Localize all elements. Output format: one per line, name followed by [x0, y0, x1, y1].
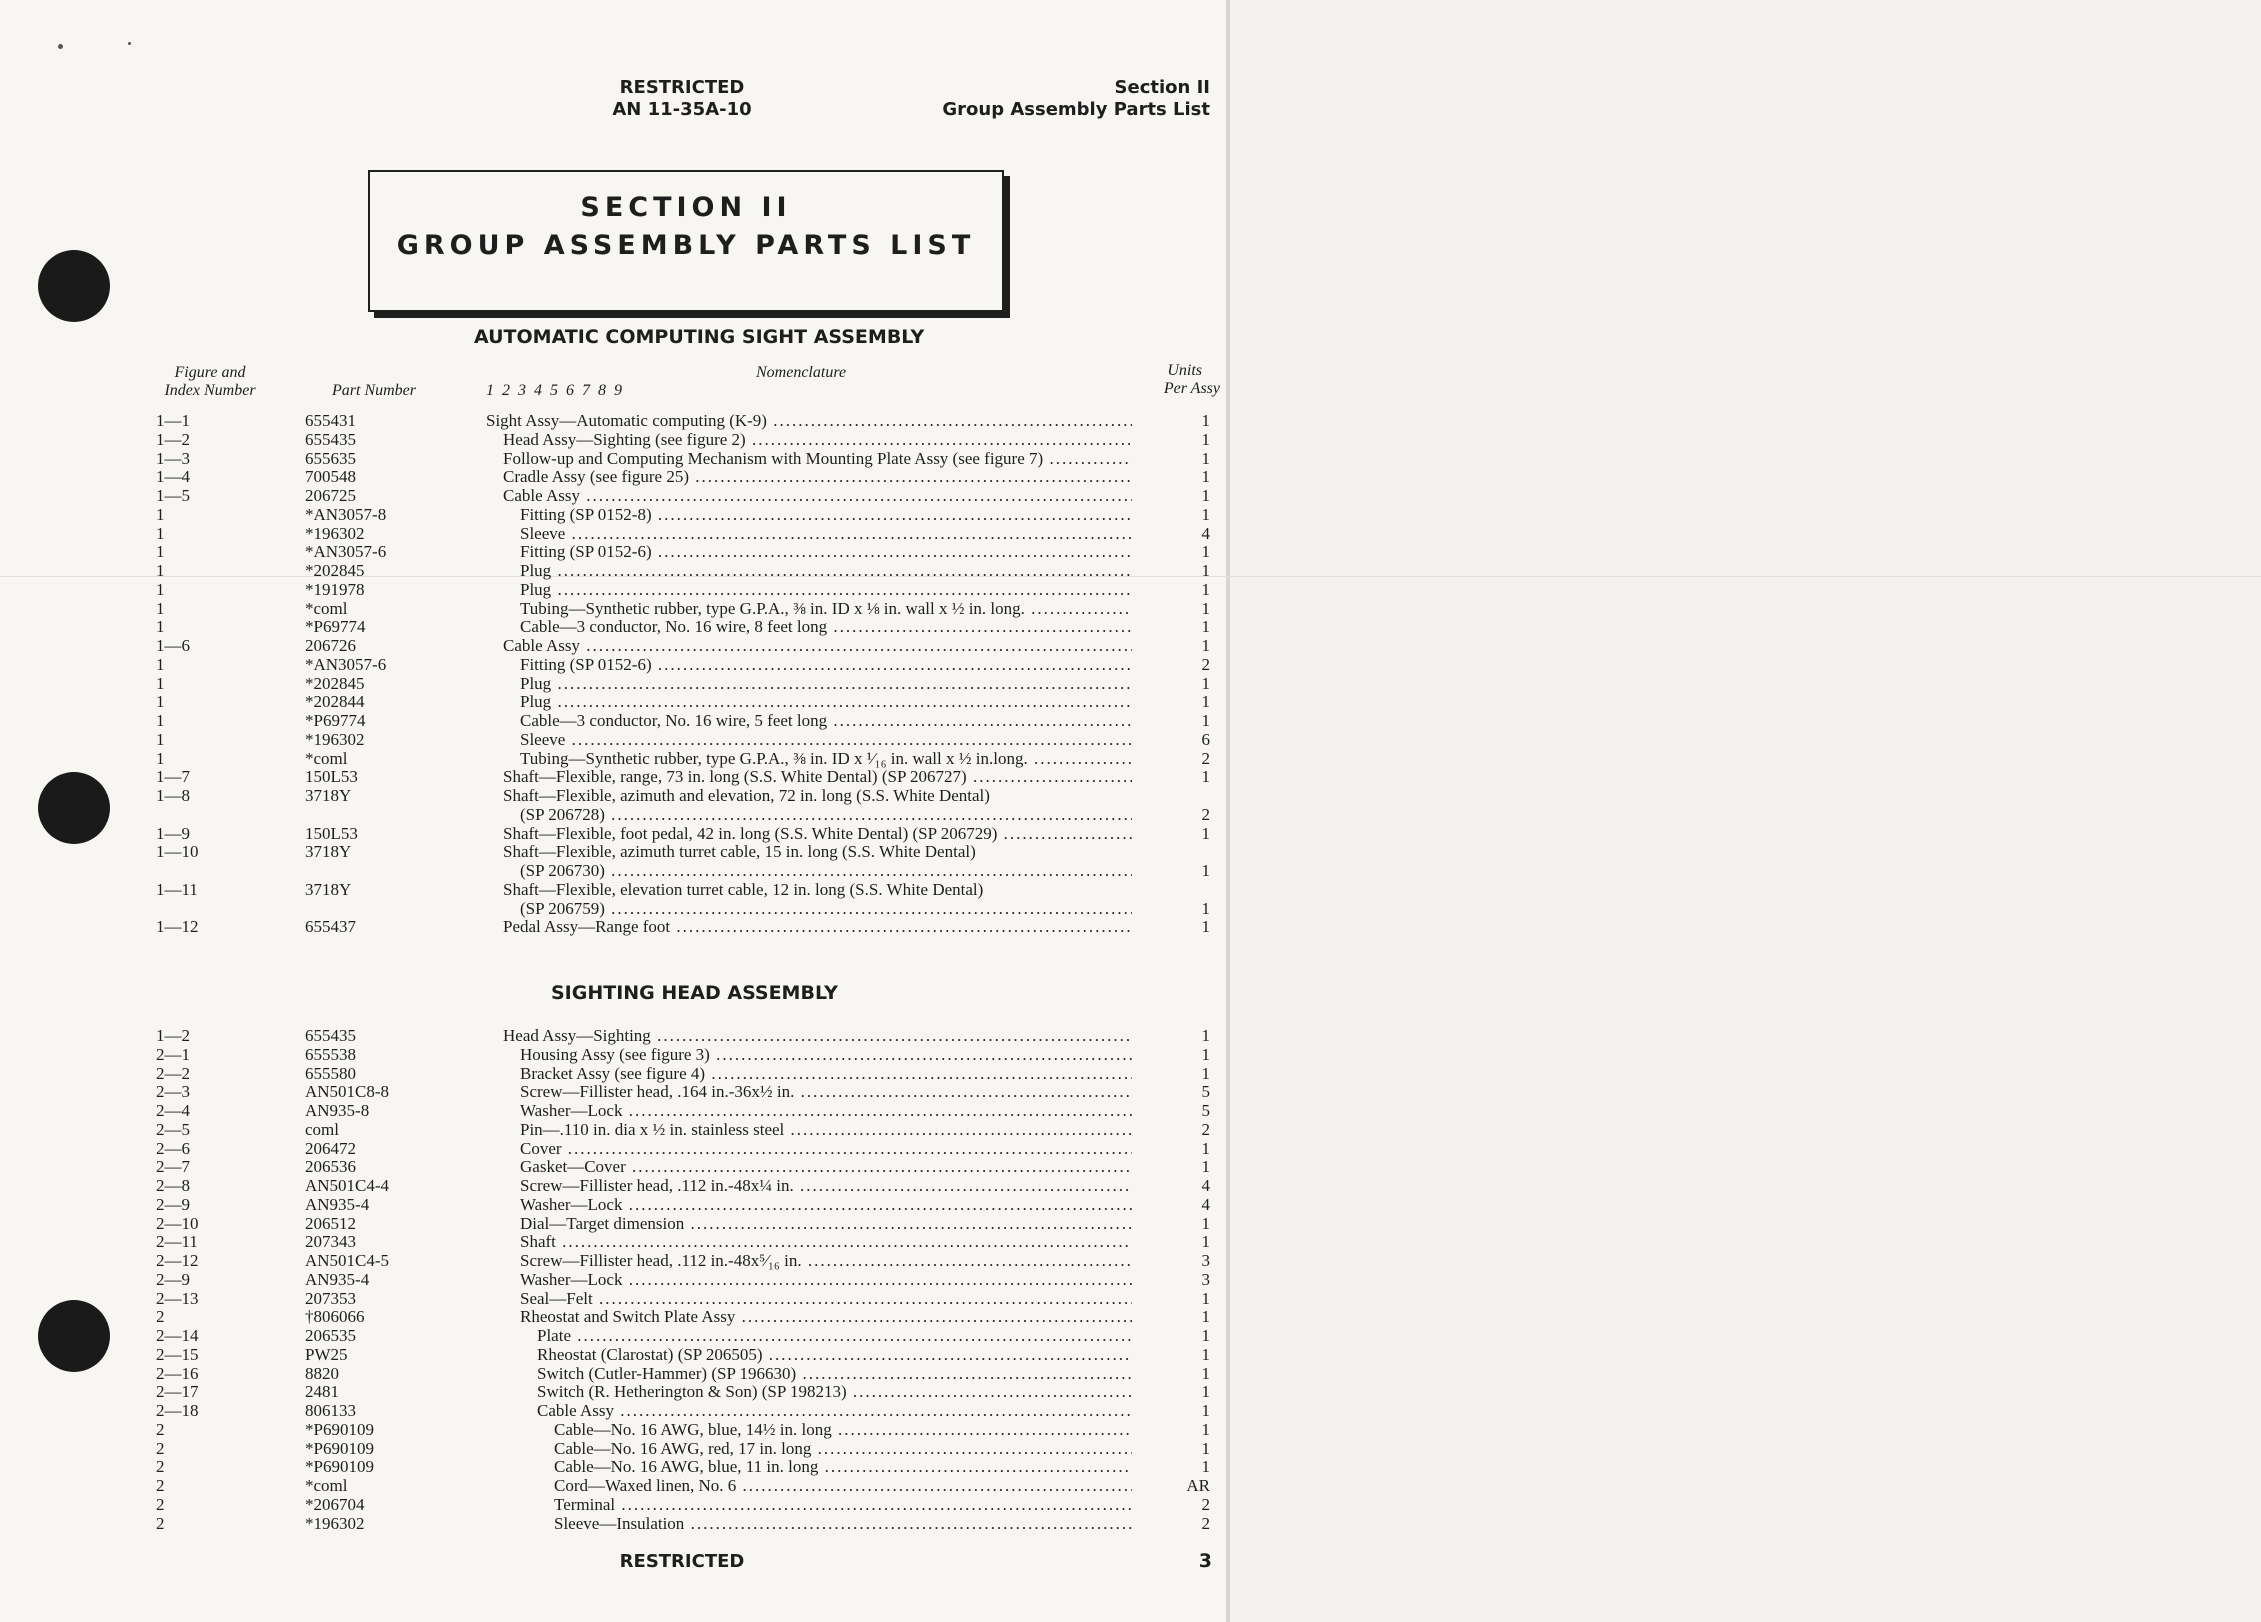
units-cell: 1 — [1201, 467, 1210, 487]
nomenclature-cell: Screw—Fillister head, .112 in.-48x¼ in. ..... — [520, 1176, 1132, 1196]
table-row — [0, 824, 1228, 843]
table-row — [0, 1101, 1228, 1120]
units-cell: 1 — [1201, 1063, 1210, 1083]
part-number-cell: 206512 — [305, 1213, 356, 1233]
units-cell: 1 — [1201, 1138, 1210, 1158]
units-cell: 1 — [1201, 673, 1210, 693]
figure-index-cell: 1 — [156, 654, 165, 674]
units-cell: 1 — [1201, 1044, 1210, 1064]
figure-index-cell: 1—9 — [156, 823, 190, 843]
nomenclature-cell: Gasket—Cover ..... — [520, 1157, 1132, 1177]
units-cell: AR — [1186, 1476, 1210, 1495]
table-row — [0, 805, 1228, 824]
column-header-nomenclature: Nomenclature — [756, 364, 847, 381]
table-row — [0, 617, 1228, 636]
units-cell: 1 — [1201, 1419, 1210, 1439]
nomenclature-cell: Cable Assy ..... — [503, 486, 1132, 506]
table-row — [0, 1326, 1228, 1345]
part-number-cell: *coml — [305, 748, 348, 768]
part-number-cell: 3718Y — [305, 786, 352, 805]
units-cell: 2 — [1201, 654, 1210, 674]
part-number-cell: AN935-8 — [305, 1101, 370, 1120]
nomenclature-cell: Terminal ..... — [554, 1495, 1132, 1515]
part-number-cell: 206535 — [305, 1326, 356, 1345]
figure-index-cell: 1 — [156, 579, 165, 599]
section-number: SECTION II — [580, 192, 792, 223]
nomenclature-cell: Tubing—Synthetic rubber, type G.P.A., ⅜ in. ID x ¹⁄₁₆ in. wall x ½ in.long. ..... — [520, 749, 1132, 769]
figure-index-cell: 1 — [156, 598, 165, 618]
table-row — [0, 1364, 1228, 1383]
nomenclature-cell: Tubing—Synthetic rubber, type G.P.A., ⅜ in. ID x ⅛ in. wall x ½ in. long. ..... — [520, 599, 1132, 619]
table-row — [0, 1232, 1228, 1251]
table-row — [0, 542, 1228, 561]
units-cell: 1 — [1201, 917, 1210, 937]
page-number: 3 — [1198, 1550, 1212, 1572]
part-number-cell: *P690109 — [305, 1457, 374, 1477]
units-cell: 1 — [1201, 561, 1210, 580]
table-row — [0, 1420, 1228, 1439]
units-cell: 5 — [1201, 1101, 1210, 1120]
units-cell: 1 — [1201, 1232, 1210, 1252]
figure-index-cell: 1 — [156, 673, 165, 693]
nomenclature-cell: Cover ..... — [520, 1139, 1132, 1159]
paper-speck — [58, 44, 63, 49]
table-row — [0, 1476, 1228, 1495]
figure-index-cell: 2—6 — [156, 1138, 190, 1158]
part-number-cell: 206726 — [305, 636, 356, 655]
table-row — [0, 692, 1228, 711]
part-number-cell: 655635 — [305, 448, 356, 468]
figure-index-cell: 1—4 — [156, 467, 190, 487]
binder-hole-top — [38, 250, 110, 322]
part-number-cell: 700548 — [305, 467, 356, 487]
part-number-cell: *206704 — [305, 1494, 365, 1514]
part-number-cell: 206472 — [305, 1138, 356, 1158]
figure-index-cell: 2—10 — [156, 1213, 199, 1233]
part-number-cell: 655580 — [305, 1063, 356, 1083]
units-cell: 1 — [1201, 1326, 1210, 1345]
table-row — [0, 1045, 1228, 1064]
figure-index-cell: 2 — [156, 1494, 165, 1514]
table-row — [0, 1289, 1228, 1308]
nomenclature-cell: Switch (R. Hetherington & Son) (SP 198213) ..... — [537, 1382, 1132, 1402]
table-row — [0, 1064, 1228, 1083]
table-row — [0, 899, 1228, 918]
part-number-cell: 207353 — [305, 1288, 356, 1308]
part-number-cell: AN935-4 — [305, 1269, 370, 1289]
figure-index-cell: 2—13 — [156, 1288, 199, 1308]
figure-index-cell: 1—6 — [156, 636, 190, 655]
nomenclature-cell: Fitting (SP 0152-8) ..... — [520, 505, 1132, 525]
table-row — [0, 880, 1228, 899]
nomenclature-cell: Rheostat (Clarostat) (SP 206505) ..... — [537, 1345, 1132, 1365]
figure-index-cell: 2 — [156, 1307, 165, 1327]
units-cell: 1 — [1201, 711, 1210, 730]
table-row — [0, 655, 1228, 674]
table-row — [0, 861, 1228, 880]
part-number-cell: 806133 — [305, 1401, 356, 1420]
table-row — [0, 467, 1228, 486]
nomenclature-cell: Sleeve ..... — [520, 730, 1132, 750]
table-row — [0, 1514, 1228, 1533]
column-header-part-number: Part Number — [332, 382, 416, 399]
nomenclature-cell: Cord—Waxed linen, No. 6 ..... — [554, 1476, 1132, 1496]
part-number-cell: *coml — [305, 1476, 348, 1495]
nomenclature-cell: Cradle Assy (see figure 25) ..... — [503, 467, 1132, 487]
table-row — [0, 561, 1228, 580]
units-cell: 1 — [1201, 486, 1210, 505]
units-cell: 1 — [1201, 861, 1210, 880]
nomenclature-cell: Switch (Cutler-Hammer) (SP 196630) ..... — [537, 1364, 1132, 1384]
units-cell: 1 — [1201, 1288, 1210, 1308]
column-header-units-line2: Per Assy — [1163, 380, 1220, 397]
paper-speck — [128, 42, 131, 45]
header-classification: RESTRICTED — [619, 77, 745, 98]
table-row — [0, 505, 1228, 524]
table-row — [0, 842, 1228, 861]
figure-index-cell: 2—5 — [156, 1119, 190, 1139]
units-cell: 2 — [1201, 804, 1210, 824]
figure-index-cell: 2 — [156, 1419, 165, 1439]
units-cell: 1 — [1201, 598, 1210, 618]
table-row — [0, 749, 1228, 768]
units-cell: 4 — [1201, 1176, 1210, 1195]
part-number-cell: *202844 — [305, 692, 365, 712]
header-left — [582, 77, 782, 121]
nomenclature-cell: Plug ..... — [520, 674, 1132, 694]
units-cell: 1 — [1201, 1363, 1210, 1383]
figure-index-cell: 1 — [156, 523, 165, 543]
units-cell: 1 — [1201, 579, 1210, 599]
nomenclature-cell: Plate ..... — [537, 1326, 1132, 1346]
table-row — [0, 1157, 1228, 1176]
table-row — [0, 767, 1228, 786]
part-number-cell: *191978 — [305, 579, 365, 599]
section1-heading: AUTOMATIC COMPUTING SIGHT ASSEMBLY — [474, 326, 925, 348]
column-header-figure-line1: Figure and — [174, 364, 246, 381]
table-row — [0, 524, 1228, 543]
figure-index-cell: 2—2 — [156, 1063, 190, 1083]
header-section: Section II — [1114, 77, 1210, 98]
part-number-cell: 2481 — [305, 1382, 339, 1402]
table-row — [0, 486, 1228, 505]
table-row — [0, 636, 1228, 655]
units-cell: 1 — [1201, 504, 1210, 524]
figure-index-cell: 1—2 — [156, 1026, 190, 1045]
part-number-cell: *196302 — [305, 729, 365, 749]
part-number-cell: 655435 — [305, 429, 356, 449]
part-number-cell: *202845 — [305, 561, 365, 580]
header-right — [920, 77, 1210, 121]
part-number-cell: *AN3057-6 — [305, 542, 387, 562]
units-cell: 1 — [1201, 823, 1210, 843]
part-number-cell: 655435 — [305, 1026, 356, 1045]
figure-index-cell: 2—3 — [156, 1082, 190, 1102]
part-number-cell: *P690109 — [305, 1438, 374, 1458]
table-row — [0, 1120, 1228, 1139]
table-row — [0, 1382, 1228, 1401]
nomenclature-cell: Fitting (SP 0152-6) ..... — [520, 655, 1132, 675]
nomenclature-cell: Plug ..... — [520, 692, 1132, 712]
nomenclature-cell: Cable—No. 16 AWG, blue, 14½ in. long ..... — [554, 1420, 1132, 1440]
figure-index-cell: 1—5 — [156, 486, 190, 505]
part-number-cell: 150L53 — [305, 767, 358, 787]
nomenclature-cell: Dial—Target dimension ..... — [520, 1214, 1132, 1234]
units-cell: 1 — [1201, 1382, 1210, 1402]
nomenclature-cell: Screw—Fillister head, .112 in.-48x⁵⁄₁₆ in. ..... — [520, 1251, 1132, 1271]
nomenclature-cell: Fitting (SP 0152-6) ..... — [520, 542, 1132, 562]
column-header-units-line1: Units — [1167, 362, 1202, 379]
part-number-cell: *196302 — [305, 523, 365, 543]
figure-index-cell: 2 — [156, 1513, 165, 1533]
table-row — [0, 786, 1228, 805]
table-row — [0, 1345, 1228, 1364]
table-row — [0, 1139, 1228, 1158]
table-row — [0, 1495, 1228, 1514]
table-row — [0, 1270, 1228, 1289]
header-document-number: AN 11-35A-10 — [612, 99, 752, 120]
part-number-cell: *P690109 — [305, 1419, 374, 1439]
part-number-cell: 206725 — [305, 486, 356, 505]
part-number-cell: *202845 — [305, 673, 365, 693]
nomenclature-cell: Head Assy—Sighting (see figure 2) ..... — [503, 430, 1132, 450]
table-row — [0, 711, 1228, 730]
part-number-cell: 655437 — [305, 917, 356, 937]
part-number-cell: 3718Y — [305, 879, 352, 899]
figure-index-cell: 1—3 — [156, 448, 190, 468]
part-number-cell: *196302 — [305, 1513, 365, 1533]
figure-index-cell: 2—15 — [156, 1344, 199, 1364]
figure-index-cell: 2—1 — [156, 1044, 190, 1064]
part-number-cell: 655538 — [305, 1044, 356, 1064]
figure-index-cell: 2—16 — [156, 1363, 199, 1383]
table-row — [0, 411, 1228, 430]
units-cell: 1 — [1201, 1344, 1210, 1364]
nomenclature-cell: Sight Assy—Automatic computing (K-9) ..... — [486, 411, 1132, 431]
column-header-figure-line2: Index Number — [164, 382, 256, 399]
figure-index-cell: 1—2 — [156, 429, 190, 449]
nomenclature-cell: Washer—Lock ..... — [520, 1270, 1132, 1290]
part-number-cell: 150L53 — [305, 823, 358, 843]
figure-index-cell: 1—12 — [156, 917, 199, 937]
figure-index-cell: 2—9 — [156, 1269, 190, 1289]
nomenclature-cell: Cable Assy ..... — [503, 636, 1132, 656]
column-header-indent-levels: 1 2 3 4 5 6 7 8 9 — [486, 382, 624, 399]
part-number-cell: 206536 — [305, 1157, 356, 1177]
part-number-cell: AN501C4-5 — [305, 1251, 390, 1270]
units-cell: 2 — [1201, 1513, 1210, 1533]
table-row — [0, 1307, 1228, 1326]
footer-classification: RESTRICTED — [619, 1551, 745, 1572]
part-number-cell: AN501C8-8 — [305, 1082, 390, 1102]
nomenclature-cell: Shaft—Flexible, foot pedal, 42 in. long (S.S. White Dental) (SP 206729) ..... — [503, 824, 1132, 844]
units-cell: 4 — [1201, 523, 1210, 543]
nomenclature-cell: Follow-up and Computing Mechanism with Mounting Plate Assy (see figure 7) ..... — [503, 449, 1132, 469]
figure-index-cell: 2—4 — [156, 1101, 190, 1120]
nomenclature-cell: Cable—No. 16 AWG, red, 17 in. long ..... — [554, 1439, 1132, 1459]
figure-index-cell: 1 — [156, 729, 165, 749]
units-cell: 2 — [1201, 748, 1210, 768]
units-cell: 4 — [1201, 1194, 1210, 1214]
part-number-cell: †806066 — [305, 1307, 365, 1327]
units-cell: 3 — [1201, 1269, 1210, 1289]
units-cell: 1 — [1201, 617, 1210, 637]
figure-index-cell: 1—11 — [156, 879, 198, 899]
part-number-cell: AN501C4-4 — [305, 1176, 390, 1195]
figure-index-cell: 2—17 — [156, 1382, 199, 1402]
nomenclature-cell: Washer—Lock ..... — [520, 1195, 1132, 1215]
nomenclature-cell: Cable—3 conductor, No. 16 wire, 8 feet long ..... — [520, 617, 1132, 637]
figure-index-cell: 1 — [156, 692, 165, 712]
section2-heading: SIGHTING HEAD ASSEMBLY — [551, 982, 838, 1004]
nomenclature-cell: Shaft—Flexible, azimuth and elevation, 72 in. long (S.S. White Dental) — [503, 786, 990, 805]
nomenclature-cell: Pin—.110 in. dia x ½ in. stainless steel ..... — [520, 1120, 1132, 1140]
table-row — [0, 1457, 1228, 1476]
nomenclature-cell: Washer—Lock ..... — [520, 1101, 1132, 1121]
units-cell: 1 — [1201, 429, 1210, 449]
nomenclature-cell: Shaft—Flexible, range, 73 in. long (S.S. White Dental) (SP 206727) ..... — [503, 767, 1132, 787]
nomenclature-cell: Sleeve—Insulation ..... — [554, 1514, 1132, 1534]
nomenclature-cell: Bracket Assy (see figure 4) ..... — [520, 1064, 1132, 1084]
header-section-title: Group Assembly Parts List — [942, 99, 1210, 120]
figure-index-cell: 1 — [156, 748, 165, 768]
figure-index-cell: 1 — [156, 711, 165, 730]
part-number-cell: 3718Y — [305, 842, 352, 862]
table-row — [0, 1214, 1228, 1233]
part-number-cell: coml — [305, 1119, 339, 1139]
units-cell: 6 — [1201, 729, 1210, 749]
units-cell: 2 — [1201, 1119, 1210, 1139]
units-cell: 1 — [1201, 448, 1210, 468]
units-cell: 1 — [1201, 1157, 1210, 1177]
nomenclature-cell: Cable—3 conductor, No. 16 wire, 5 feet long ..... — [520, 711, 1132, 731]
nomenclature-cell: Rheostat and Switch Plate Assy ..... — [520, 1307, 1132, 1327]
nomenclature-cell: Plug ..... — [520, 580, 1132, 600]
nomenclature-cell: Cable—No. 16 AWG, blue, 11 in. long ..... — [554, 1457, 1132, 1477]
part-number-cell: *AN3057-6 — [305, 654, 387, 674]
units-cell: 1 — [1201, 1401, 1210, 1420]
table-row — [0, 1439, 1228, 1458]
column-header-units — [1130, 362, 1220, 398]
figure-index-cell: 2—9 — [156, 1194, 190, 1214]
nomenclature-cell: Plug ..... — [520, 561, 1132, 581]
units-cell: 2 — [1201, 1494, 1210, 1514]
nomenclature-cell: Sleeve ..... — [520, 524, 1132, 544]
table-row — [0, 1082, 1228, 1101]
table-row — [0, 917, 1228, 936]
figure-index-cell: 2—7 — [156, 1157, 190, 1177]
figure-index-cell: 1 — [156, 617, 165, 637]
nomenclature-cell: Seal—Felt ..... — [520, 1289, 1132, 1309]
figure-index-cell: 1 — [156, 542, 165, 562]
table-row — [0, 1251, 1228, 1270]
figure-index-cell: 1 — [156, 504, 165, 524]
units-cell: 1 — [1201, 1438, 1210, 1458]
nomenclature-cell: Shaft—Flexible, elevation turret cable, 12 in. long (S.S. White Dental) — [503, 879, 984, 899]
part-number-cell: *coml — [305, 598, 348, 618]
figure-index-cell: 2—14 — [156, 1326, 199, 1345]
nomenclature-cell: Screw—Fillister head, .164 in.-36x½ in. ..... — [520, 1082, 1132, 1102]
table-row — [0, 730, 1228, 749]
figure-index-cell: 2 — [156, 1476, 165, 1495]
table-row — [0, 1401, 1228, 1420]
units-cell: 1 — [1201, 411, 1210, 430]
units-cell: 1 — [1201, 636, 1210, 655]
units-cell: 1 — [1201, 767, 1210, 787]
section-title: GROUP ASSEMBLY PARTS LIST — [396, 230, 976, 261]
part-number-cell: *P69774 — [305, 711, 366, 730]
units-cell: 1 — [1201, 542, 1210, 562]
part-number-cell: 8820 — [305, 1363, 339, 1383]
units-cell: 1 — [1201, 1026, 1210, 1045]
units-cell: 1 — [1201, 898, 1210, 918]
table-row — [0, 1195, 1228, 1214]
section-title-box — [368, 170, 1004, 312]
nomenclature-cell: (SP 206759) ..... — [520, 899, 1132, 919]
table-row — [0, 674, 1228, 693]
part-number-cell: *P69774 — [305, 617, 366, 637]
table-row — [0, 580, 1228, 599]
part-number-cell: AN935-4 — [305, 1194, 370, 1214]
figure-index-cell: 2 — [156, 1438, 165, 1458]
facing-blank-page — [1228, 0, 2261, 1622]
units-cell: 1 — [1201, 692, 1210, 712]
part-number-cell: 207343 — [305, 1232, 356, 1252]
table-row — [0, 430, 1228, 449]
table-row — [0, 599, 1228, 618]
units-cell: 5 — [1201, 1082, 1210, 1102]
figure-index-cell: 1—1 — [156, 411, 190, 430]
nomenclature-cell: Head Assy—Sighting ..... — [503, 1026, 1132, 1046]
nomenclature-cell: Shaft—Flexible, azimuth turret cable, 15 in. long (S.S. White Dental) — [503, 842, 976, 862]
table-row — [0, 449, 1228, 468]
units-cell: 1 — [1201, 1213, 1210, 1233]
nomenclature-cell: (SP 206728) ..... — [520, 805, 1132, 825]
units-cell: 1 — [1201, 1307, 1210, 1327]
nomenclature-cell: Cable Assy ..... — [537, 1401, 1132, 1421]
figure-index-cell: 1—7 — [156, 767, 190, 787]
table-row — [0, 1026, 1228, 1045]
figure-index-cell: 1—8 — [156, 786, 190, 805]
figure-index-cell: 1—10 — [156, 842, 199, 862]
part-number-cell: PW25 — [305, 1344, 348, 1364]
figure-index-cell: 2—8 — [156, 1176, 190, 1195]
figure-index-cell: 1 — [156, 561, 165, 580]
column-header-figure — [160, 364, 260, 400]
part-number-cell: 655431 — [305, 411, 356, 430]
units-cell: 3 — [1201, 1251, 1210, 1270]
figure-index-cell: 2 — [156, 1457, 165, 1477]
units-cell: 1 — [1201, 1457, 1210, 1477]
figure-index-cell: 2—11 — [156, 1232, 198, 1252]
nomenclature-cell: Shaft ..... — [520, 1232, 1132, 1252]
figure-index-cell: 2—18 — [156, 1401, 199, 1420]
part-number-cell: *AN3057-8 — [305, 504, 387, 524]
figure-index-cell: 2—12 — [156, 1251, 199, 1270]
nomenclature-cell: Housing Assy (see figure 3) ..... — [520, 1045, 1132, 1065]
nomenclature-cell: (SP 206730) ..... — [520, 861, 1132, 881]
nomenclature-cell: Pedal Assy—Range foot ..... — [503, 917, 1132, 937]
table-row — [0, 1176, 1228, 1195]
